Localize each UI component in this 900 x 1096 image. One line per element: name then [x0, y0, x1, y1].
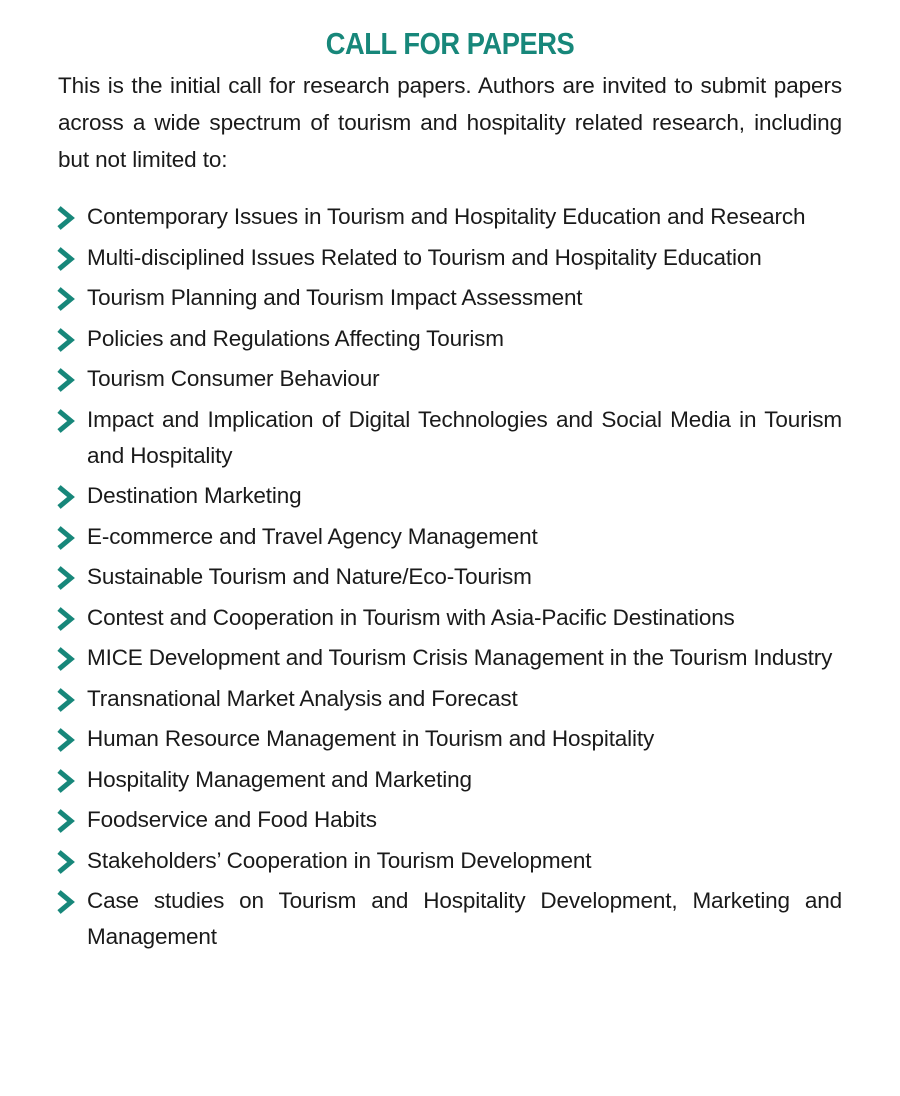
list-item-label: Contest and Cooperation in Tourism with Asia-Pacific Destinations [87, 604, 735, 630]
list-item-label: Destination Marketing [87, 483, 302, 508]
list-item-label: Tourism Planning and Tourism Impact Assessment [87, 285, 583, 310]
intro-paragraph: This is the initial call for research papers. Authors are invited to submit papers across a wide spectrum of tourism and hospitality related research, including but not limited to: [58, 73, 842, 172]
list-item-label: Human Resource Management in Tourism and Hospitality [87, 726, 655, 751]
chevron-right-icon [56, 247, 76, 271]
list-item-label: Policies and Regulations Affecting Tourism [87, 325, 504, 351]
list-item [58, 681, 842, 717]
chevron-right-icon [56, 206, 76, 230]
list-item [58, 361, 842, 397]
call-for-papers-section [58, 24, 842, 960]
list-item-label: Tourism Consumer Behaviour [87, 366, 380, 391]
list-item-label: Case studies on Tourism and Hospitality Development, Marketing and Management [87, 888, 842, 949]
chevron-right-icon [56, 688, 76, 712]
list-item [58, 640, 842, 676]
chevron-right-icon [56, 890, 76, 914]
chevron-right-icon [56, 328, 76, 352]
list-item [58, 478, 842, 514]
list-item-label: Sustainable Tourism and Nature/Eco-Tourism [87, 564, 532, 589]
list-item [58, 402, 842, 474]
topic-list [58, 199, 842, 955]
chevron-right-icon [56, 526, 76, 550]
list-item [58, 321, 842, 357]
list-item-label: Multi-disciplined Issues Related to Tourism and Hospitality Education [87, 244, 762, 270]
chevron-right-icon [56, 368, 76, 392]
list-item [58, 802, 842, 838]
list-item-label: Stakeholders’ Cooperation in Tourism Development [87, 847, 592, 873]
chevron-right-icon [56, 485, 76, 509]
chevron-right-icon [56, 809, 76, 833]
chevron-right-icon [56, 566, 76, 590]
list-item-label: Contemporary Issues in Tourism and Hospitality Education and Research [87, 204, 806, 229]
list-item [58, 843, 842, 879]
list-item [58, 199, 842, 235]
list-item [58, 559, 842, 595]
chevron-right-icon [56, 287, 76, 311]
chevron-right-icon [56, 850, 76, 874]
list-item [58, 721, 842, 757]
page-title: CALL FOR PAPERS [325, 26, 575, 61]
chevron-right-icon [56, 607, 76, 631]
list-item-label: Foodservice and Food Habits [87, 807, 377, 832]
list-item-label: MICE Development and Tourism Crisis Management in the Tourism Industry [87, 645, 833, 670]
chevron-right-icon [56, 409, 76, 433]
chevron-right-icon [56, 647, 76, 671]
chevron-right-icon [56, 728, 76, 752]
list-item [58, 240, 842, 276]
list-item-label: Transnational Market Analysis and Forecast [87, 685, 518, 711]
list-item [58, 600, 842, 636]
list-item-label: Impact and Implication of Digital Technologies and Social Media in Tourism and Hospitality [87, 406, 842, 468]
chevron-right-icon [56, 769, 76, 793]
list-item [58, 762, 842, 798]
list-item [58, 883, 842, 955]
list-item-label: E-commerce and Travel Agency Management [87, 523, 538, 549]
list-item [58, 519, 842, 555]
list-item [58, 280, 842, 316]
list-item-label: Hospitality Management and Marketing [87, 766, 472, 792]
